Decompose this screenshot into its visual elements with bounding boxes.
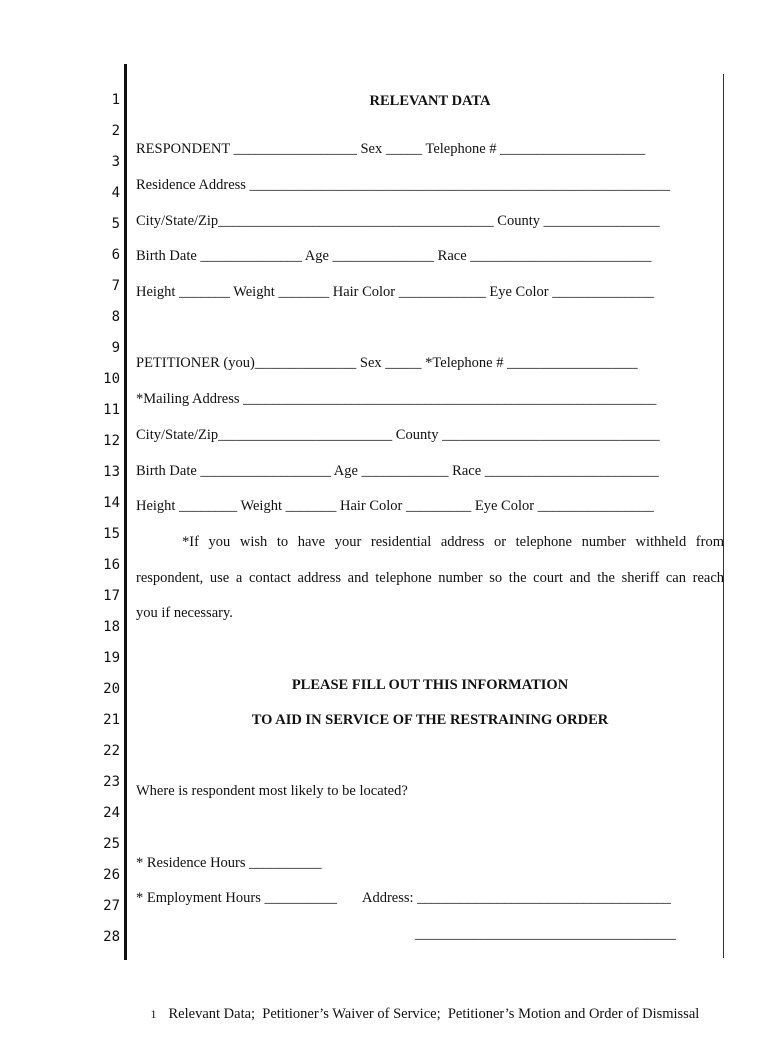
confidentiality-note-line-1: *If you wish to have your residential address or telephone number withheld from: [182, 534, 724, 550]
line-number: 26: [103, 867, 120, 883]
line-number: 1: [111, 92, 120, 108]
petitioner-height-weight-hair-eyes: Height ________ Weight _______ Hair Color _________ Eye Color ________________: [136, 498, 654, 514]
location-question: Where is respondent most likely to be located?: [136, 783, 408, 799]
line-number: 17: [103, 588, 120, 604]
line-number: 28: [103, 929, 120, 945]
petitioner-city-county: City/State/Zip________________________ County ______________________________: [136, 427, 660, 443]
line-number: 2: [111, 123, 120, 139]
line-number: 22: [103, 743, 120, 759]
respondent-city-county: City/State/Zip______________________________________ County ________________: [136, 213, 660, 229]
line-number: 8: [111, 309, 120, 325]
left-margin-rule: [124, 64, 127, 960]
footer-document-title: Relevant Data; Petitioner’s Waiver of Service; Petitioner’s Motion and Order of Dismissal: [168, 1006, 700, 1022]
line-number: 14: [103, 495, 120, 511]
line-number: 12: [103, 433, 120, 449]
line-number: 25: [103, 836, 120, 852]
line-number: 23: [103, 774, 120, 790]
line-number: 19: [103, 650, 120, 666]
petitioner-mailing-address: *Mailing Address _________________________________________________________: [136, 391, 657, 407]
page-title: RELEVANT DATA: [369, 93, 491, 109]
residence-hours-field: * Residence Hours __________: [136, 855, 322, 871]
right-margin-rule: [723, 74, 724, 958]
instruction-heading-2: TO AID IN SERVICE OF THE RESTRAINING ORDER: [251, 712, 609, 728]
line-number: 9: [111, 340, 120, 356]
line-number: 20: [103, 681, 120, 697]
line-number: 16: [103, 557, 120, 573]
line-number: 21: [103, 712, 120, 728]
line-number: 15: [103, 526, 120, 542]
respondent-birth-age-race: Birth Date ______________ Age ______________ Race _________________________: [136, 248, 652, 264]
line-number: 11: [103, 402, 120, 418]
confidentiality-note-line-3: you if necessary.: [136, 605, 233, 621]
line-number: 4: [111, 185, 120, 201]
confidentiality-note-line-2: respondent, use a contact address and telephone number so the court and the sheriff can reach: [136, 570, 724, 586]
employment-address-field: Address: ___________________________________: [362, 890, 671, 906]
line-number: 27: [103, 898, 120, 914]
line-number: 10: [103, 371, 120, 387]
instruction-heading-1: PLEASE FILL OUT THIS INFORMATION: [291, 677, 569, 693]
respondent-residence-address: Residence Address __________________________________________________________: [136, 177, 671, 193]
line-number: 13: [103, 464, 120, 480]
line-number: 7: [111, 278, 120, 294]
line-number: 6: [111, 247, 120, 263]
line-number: 18: [103, 619, 120, 635]
line-number: 24: [103, 805, 120, 821]
respondent-height-weight-hair-eyes: Height _______ Weight _______ Hair Color ____________ Eye Color ______________: [136, 284, 654, 300]
page-footer: [136, 989, 699, 1040]
employment-hours-field: * Employment Hours __________: [136, 890, 337, 906]
petitioner-birth-age-race: Birth Date __________________ Age ____________ Race ________________________: [136, 463, 659, 479]
line-number: 5: [111, 216, 120, 232]
employment-address-line-2: ____________________________________: [415, 926, 676, 942]
line-number: 3: [111, 154, 120, 170]
footer-page-number: 1: [150, 1007, 157, 1021]
respondent-name-sex-phone: RESPONDENT _________________ Sex _____ Telephone # ____________________: [136, 141, 646, 157]
petitioner-name-sex-phone: PETITIONER (you)______________ Sex _____ *Telephone # __________________: [136, 355, 638, 371]
